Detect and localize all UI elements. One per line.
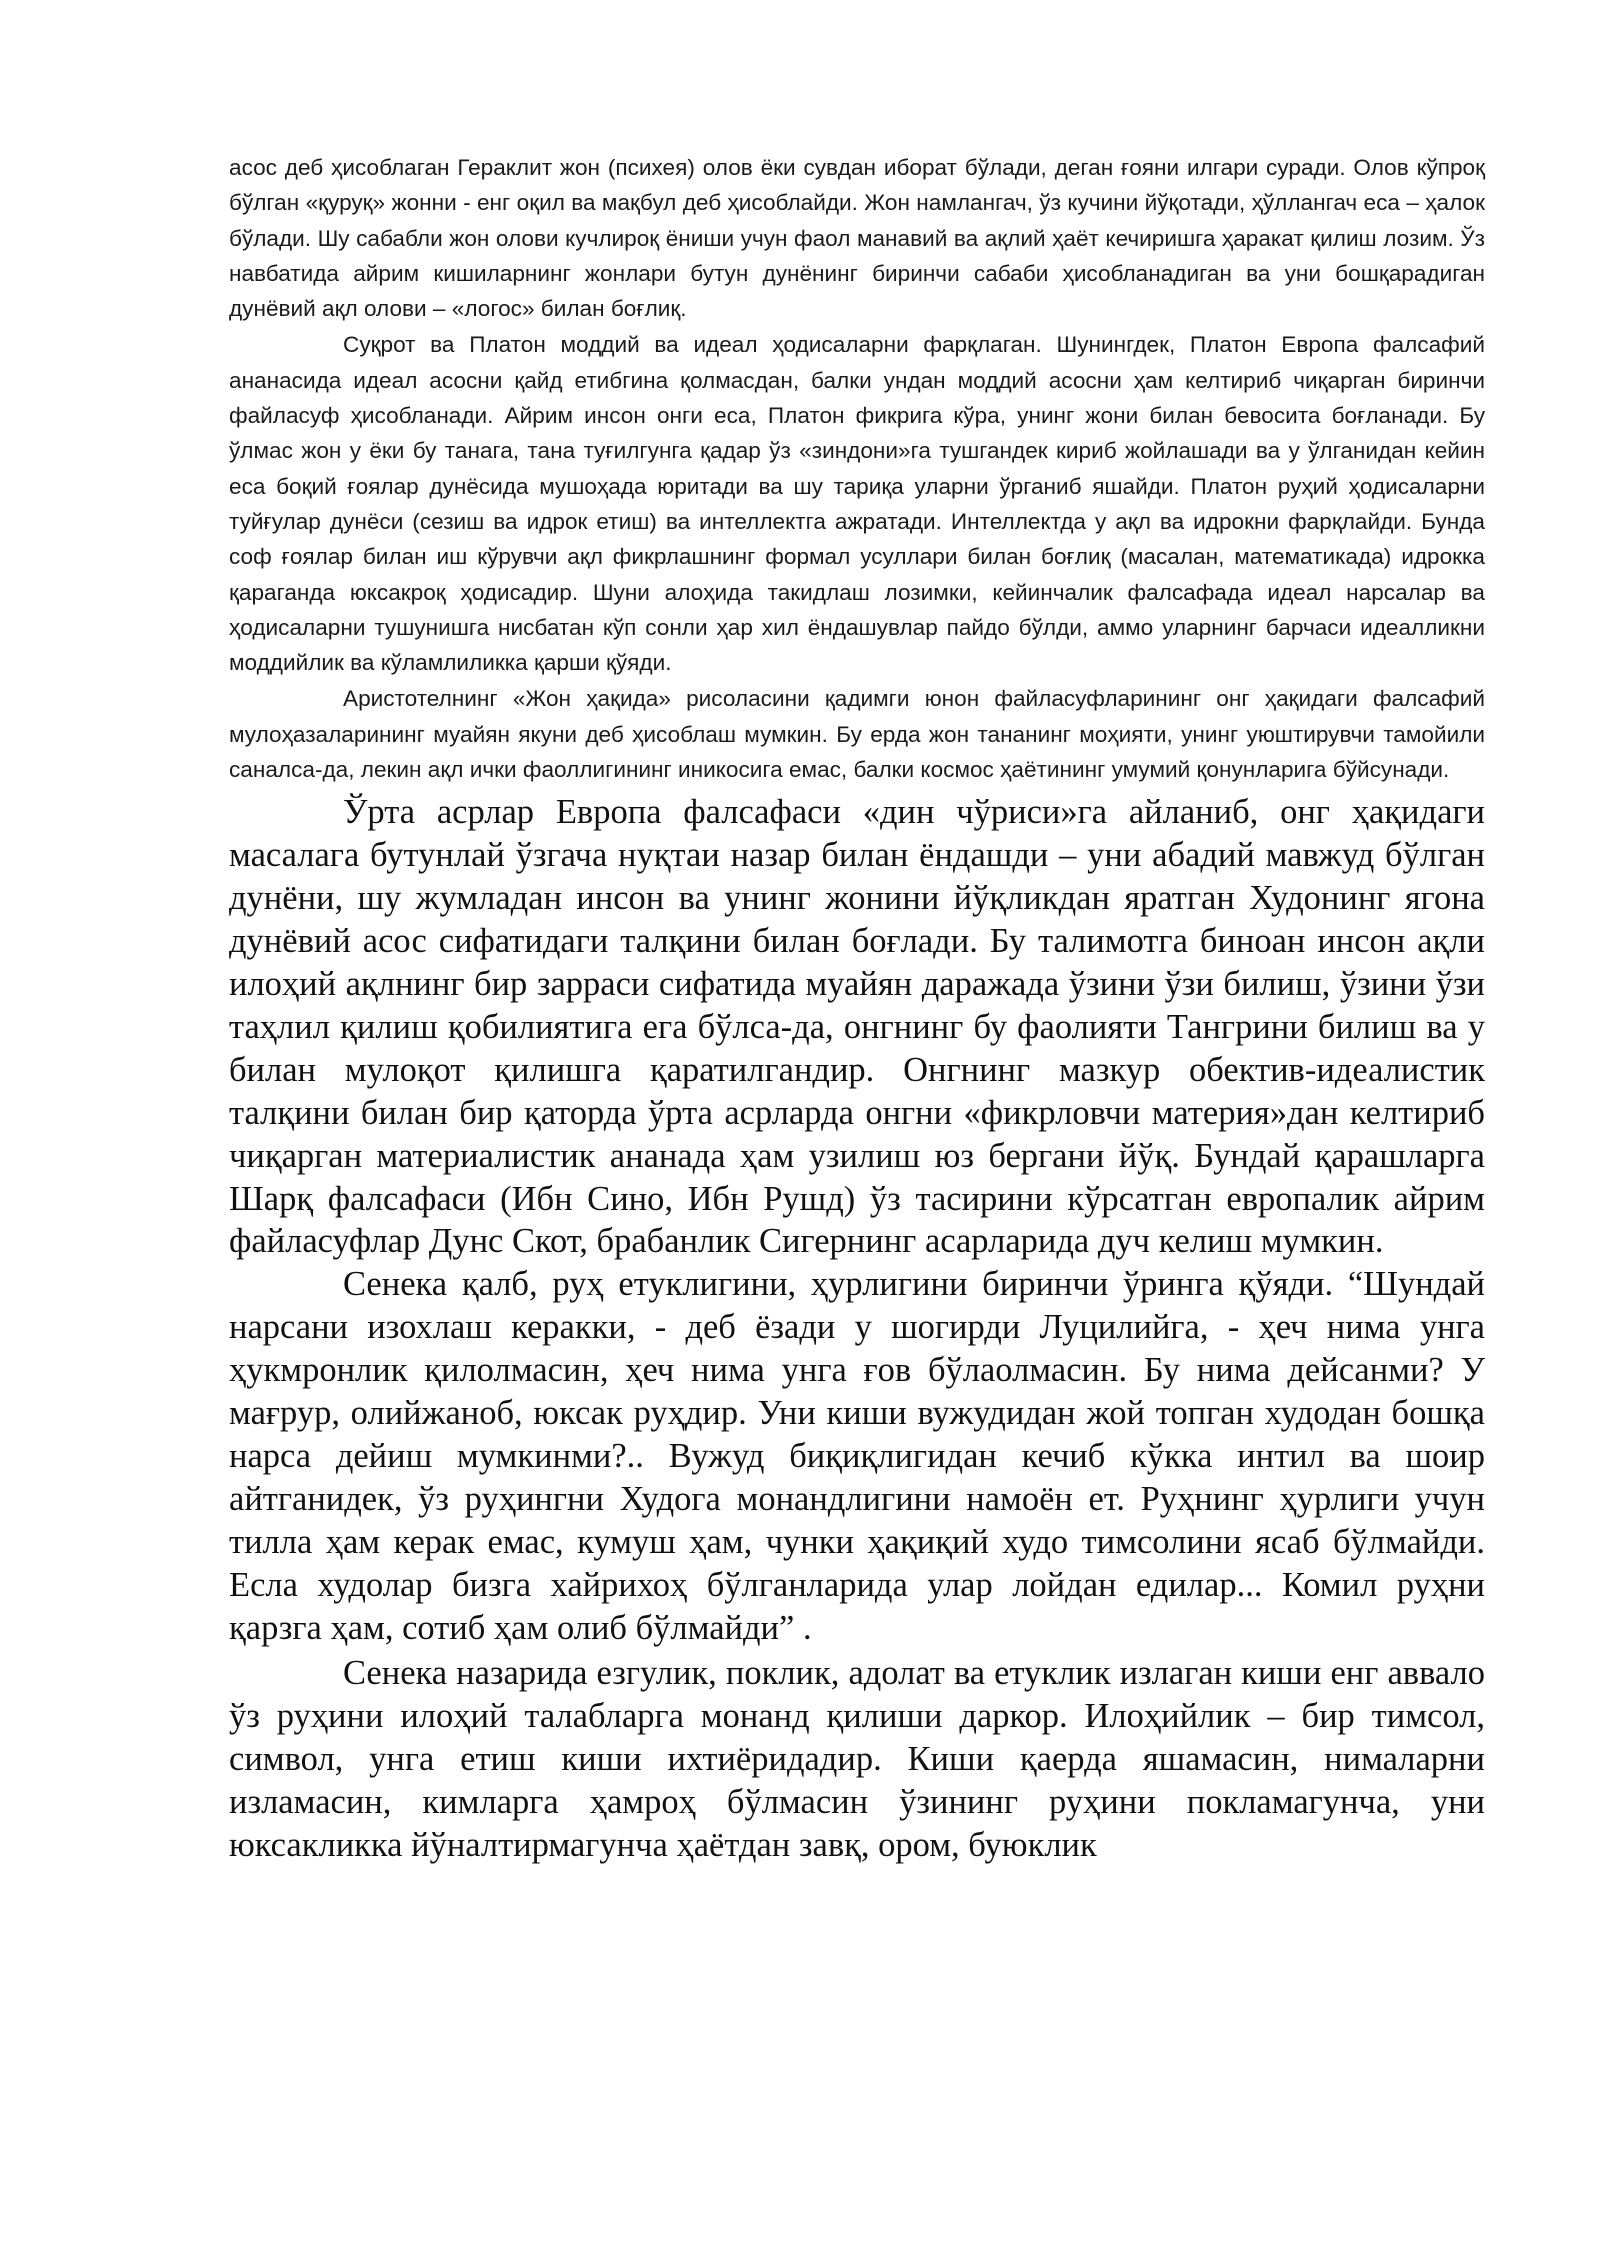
page-body	[229, 150, 1485, 1867]
paragraph-seneca-quote: Сенека қалб, руҳ етуклигини, ҳурлигини биринчи ўринга қўяди. “Шундай нарсани изохлаш керакки, - деб ёзади у шогирди Луцилийга, - ҳеч нима унга ҳукмронлик қилолмасин, ҳеч нима унга ғов бўлаолмасин. Бу нима дейсанми? У мағрур, олийжаноб, юксак руҳдир. Уни киши вужудидан жой топган худодан бошқа нарса дейиш мумкинми?.. Вужуд биқиқлигидан кечиб кўкка интил ва шоир айтганидек, ўз руҳингни Худога монандлигини намоён ет. Руҳнинг ҳурлиги учун тилла ҳам керак емас, кумуш ҳам, чунки ҳақиқий худо тимсолини ясаб бўлмайди. Есла худолар бизга хайрихоҳ бўлганларида улар лойдан едилар... Комил руҳни қарзга ҳам, сотиб ҳам олиб бўлмайди” .	[229, 1265, 1485, 1647]
paragraph-socrates-plato: Суқрот ва Платон моддий ва идеал ҳодисаларни фарқлаган. Шунингдек, Платон Европа фалсафий ананасида идеал асосни қайд етибгина қолмасдан, балки ундан моддий асосни ҳам келтириб чиқарган биринчи файласуф ҳисобланади. Айрим инсон онги еса, Платон фикрига кўра, унинг жони билан бевосита боғланади. Бу ўлмас жон у ёки бу танага, тана туғилгунга қадар ўз «зиндони»га тушгандек кириб жойлашади ва у ўлганидан кейин еса боқий ғоялар дунёсида мушоҳада юритади ва шу тариқа уларни ўрганиб яшайди. Платон руҳий ҳодисаларни туйғулар дунёси (сезиш ва идрок етиш) ва интеллектга ажратади. Интеллектда у ақл ва идрокни фарқлайди. Бунда соф ғоялар билан иш кўрувчи ақл фикрлашнинг формал усуллари билан боғлиқ (масалан, математикада) идрокка қараганда юксакроқ ҳодисадир. Шуни алоҳида такидлаш лозимки, кейинчалик фалсафада идеал нарсалар ва ҳодисаларни тушунишга нисбатан кўп сонли ҳар хил ёндашувлар пайдо бўлди, аммо уларнинг барчаси идеалликни моддийлик ва кўламлиликка қарши қўяди.	[229, 332, 1485, 676]
paragraph-heraclitus: асос деб ҳисоблаган Гераклит жон (психея) олов ёки сувдан иборат бўлади, деган ғояни илгари суради. Олов кўпроқ бўлган «қуруқ» жонни - енг оқил ва мақбул деб ҳисоблайди. Жон намлангач, ўз кучини йўқотади, ҳўллангач еса – ҳалок бўлади. Шу сабабли жон олови кучлироқ ёниши учун фаол манавий ва ақлий ҳаёт кечиришга ҳаракат қилиш лозим. Ўз навбатида айрим кишиларнинг жонлари бутун дунёнинг биринчи сабаби ҳисобланадиган ва уни бошқарадиган дунёвий ақл олови – «логос» билан боғлиқ.	[229, 155, 1485, 322]
paragraph-aristotle: Аристотелнинг «Жон ҳақида» рисоласини қадимги юнон файласуфларининг онг ҳақидаги фалсафий мулоҳазаларининг муайян якуни деб ҳисоблаш мумкин. Бу ерда жон тананинг моҳияти, унинг уюштирувчи тамойили саналса-да, лекин ақл ички фаоллигининг иникосига емас, балки космос ҳаётининг умумий қонунларига бўйсунади.	[229, 686, 1485, 783]
paragraph-medieval-europe: Ўрта асрлар Европа фалсафаси «дин чўриси»га айланиб, онг ҳақидаги масалага бутунлай ўзгача нуқтаи назар билан ёндашди – уни абадий мавжуд бўлган дунёни, шу жумладан инсон ва унинг жонини йўқликдан яратган Худонинг ягона дунёвий асос сифатидаги талқини билан боғлади. Бу талимотга биноан инсон ақли илоҳий ақлнинг бир зарраси сифатида муайян даражада ўзини ўзи билиш, ўзини ўзи таҳлил қилиш қобилиятига ега бўлса-да, онгнинг бу фаолияти Тангрини билиш ва у билан мулоқот қилишга қаратилгандир. Онгнинг мазкур обектив-идеалистик талқини билан бир қаторда ўрта асрларда онгни «фикрловчи материя»дан келтириб чиқарган материалистик ананада ҳам узилиш юз бергани йўқ. Бундай қарашларга Шарқ фалсафаси (Ибн Сино, Ибн Рушд) ўз тасирини кўрсатган европалик айрим файласуфлар Дунс Скот, брабанлик Сигернинг асарларида дуч келиш мумкин.	[229, 793, 1485, 1261]
paragraph-seneca-virtue: Сенека назарида езгулик, поклик, адолат ва етуклик излаган киши енг аввало ўз руҳини илоҳий талабларга монанд қилиши даркор. Илоҳийлик – бир тимсол, символ, унга етиш киши ихтиёридадир. Киши қаерда яшамасин, нималарни изламасин, кимларга ҳамроҳ бўлмасин ўзининг руҳини покламагунча, уни юксакликка йўналтирмагунча ҳаётдан завқ, ором, буюклик	[229, 1654, 1485, 1865]
